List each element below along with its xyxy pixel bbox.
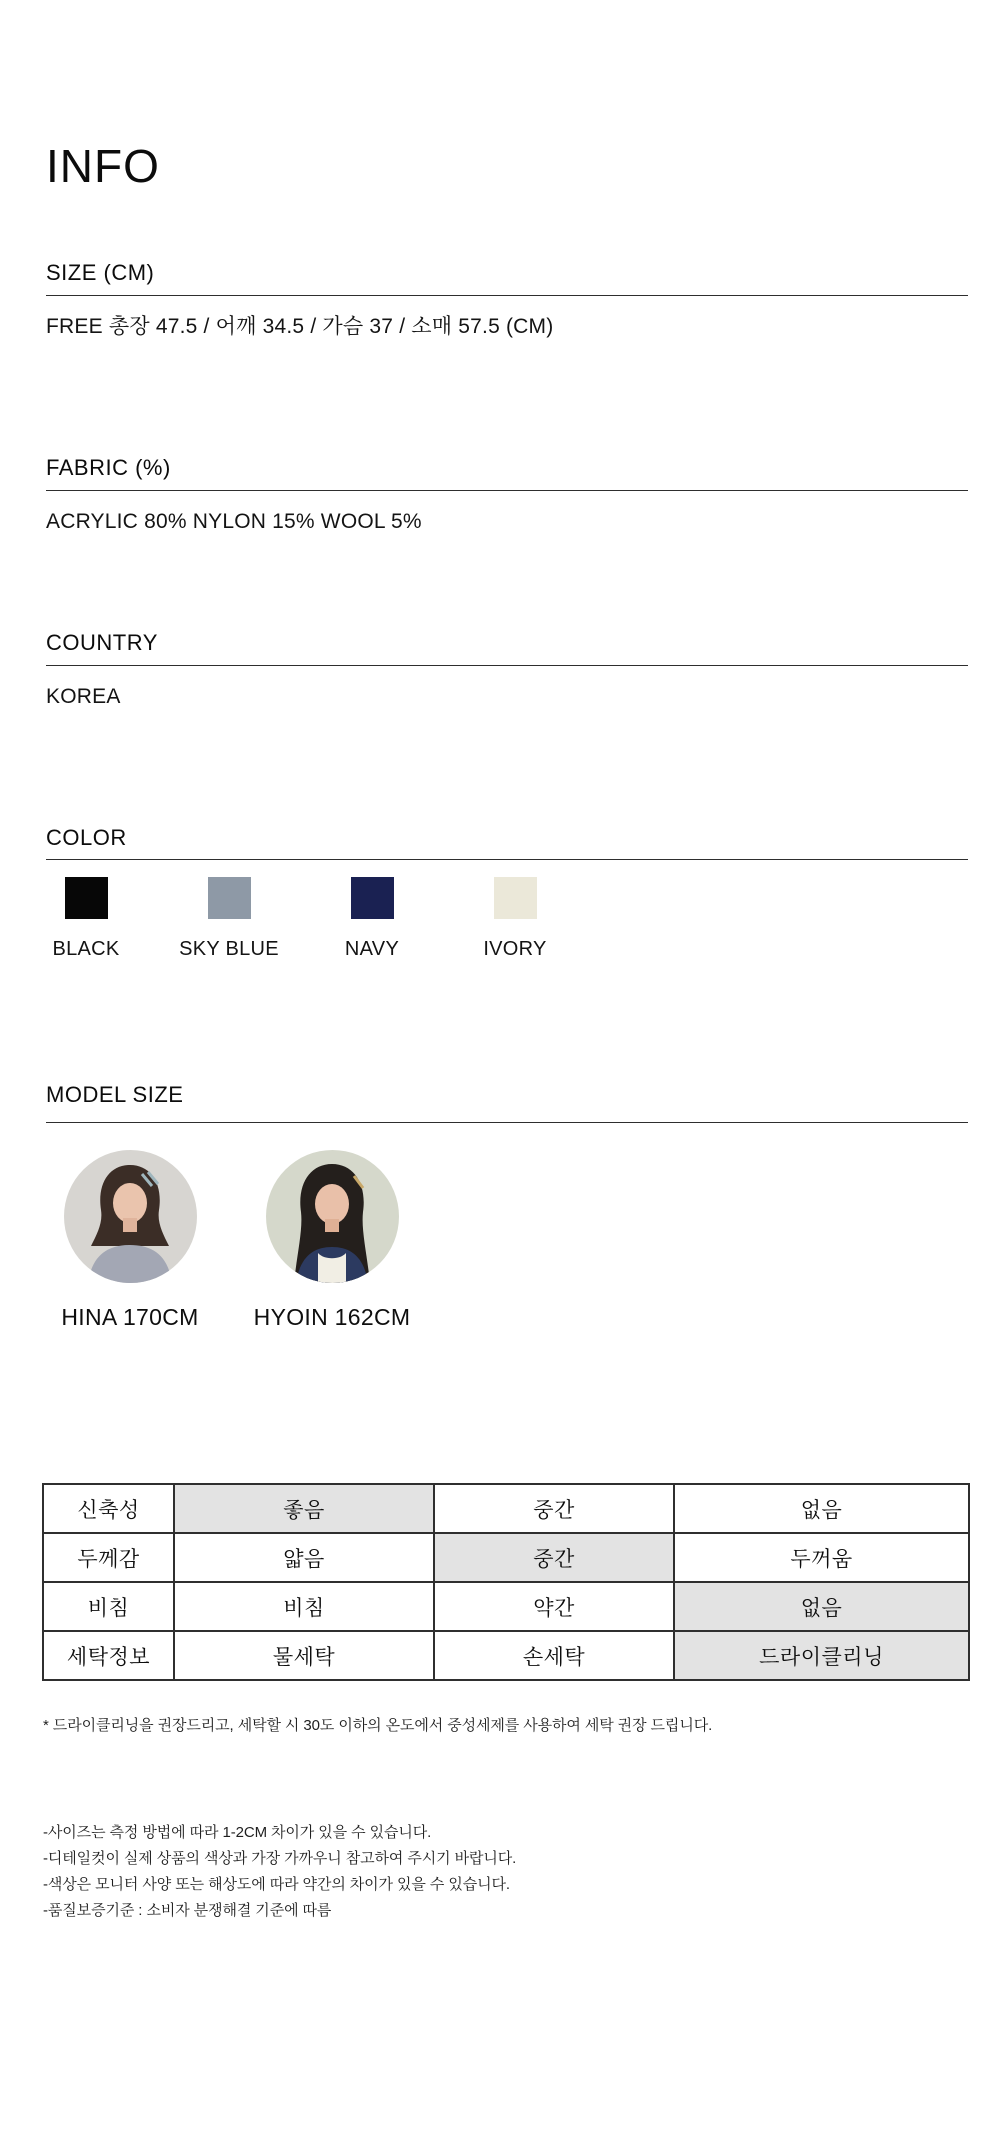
table-cell: 중간 (434, 1484, 674, 1533)
model-photo (64, 1150, 197, 1283)
section-divider (46, 490, 968, 491)
table-cell: 좋음 (174, 1484, 434, 1533)
model-avatar-illustration (64, 1150, 197, 1283)
color-swatch (65, 877, 108, 919)
section-divider (46, 295, 968, 296)
table-cell: 물세탁 (174, 1631, 434, 1680)
section-divider (46, 1122, 968, 1123)
row-label: 신축성 (43, 1484, 174, 1533)
fabric-section-heading: FABRIC (%) (46, 455, 171, 480)
color-option-sky-blue (169, 877, 289, 961)
care-footnote: * 드라이클리닝을 권장드리고, 세탁할 시 30도 이하의 온도에서 중성세제를 사용하여 세탁 권장 드립니다. (43, 1717, 713, 1734)
country-section-heading: COUNTRY (46, 630, 158, 655)
row-label: 두께감 (43, 1533, 174, 1582)
color-swatch (494, 877, 537, 919)
table-cell: 손세탁 (434, 1631, 674, 1680)
table-cell: 드라이클리닝 (674, 1631, 969, 1680)
table-cell: 없음 (674, 1484, 969, 1533)
table-cell: 얇음 (174, 1533, 434, 1582)
model-avatar-illustration (266, 1150, 399, 1283)
table-row-sheerness (43, 1582, 969, 1631)
size-section-heading: SIZE (CM) (46, 260, 155, 285)
color-section-heading: COLOR (46, 825, 127, 850)
page-title: INFO (46, 140, 160, 192)
care-notes (43, 1820, 516, 1924)
model-label: HINA 170CM (61, 1304, 199, 1330)
color-swatch-label: BLACK (52, 938, 120, 960)
table-row-care (43, 1631, 969, 1680)
country-value: KOREA (46, 685, 121, 708)
color-option-navy (312, 877, 432, 961)
model-label: HYOIN 162CM (253, 1304, 411, 1330)
table-cell: 없음 (674, 1582, 969, 1631)
color-swatch-list (26, 877, 575, 961)
section-divider (46, 665, 968, 666)
row-label: 세탁정보 (43, 1631, 174, 1680)
color-swatch (208, 877, 251, 919)
color-option-ivory (455, 877, 575, 961)
note-line: -품질보증기준 : 소비자 분쟁해결 기준에 따름 (43, 1902, 332, 1919)
table-row-thickness (43, 1533, 969, 1582)
table-cell: 두꺼움 (674, 1533, 969, 1582)
model-list (50, 1150, 412, 1331)
row-label: 비침 (43, 1582, 174, 1631)
note-line: -사이즈는 측정 방법에 따라 1-2CM 차이가 있을 수 있습니다. (43, 1824, 432, 1841)
table-cell: 비침 (174, 1582, 434, 1631)
color-swatch (351, 877, 394, 919)
model-photo (266, 1150, 399, 1283)
color-swatch-label: SKY BLUE (179, 938, 279, 960)
model-hyoin (252, 1150, 412, 1331)
table-cell: 약간 (434, 1582, 674, 1631)
note-line: -색상은 모니터 사양 또는 해상도에 따라 약간의 차이가 있을 수 있습니다. (43, 1876, 510, 1893)
model-hina (50, 1150, 210, 1331)
color-swatch-label: IVORY (483, 938, 547, 960)
fabric-value: ACRYLIC 80% NYLON 15% WOOL 5% (46, 510, 422, 533)
table-cell: 중간 (434, 1533, 674, 1582)
section-divider (46, 859, 968, 860)
color-swatch-label: NAVY (344, 938, 400, 960)
spec-table (42, 1483, 970, 1681)
note-line: -디테일컷이 실제 상품의 색상과 가장 가까우니 참고하여 주시기 바랍니다. (43, 1850, 517, 1867)
size-value: FREE 총장 47.5 / 어깨 34.5 / 가슴 37 / 소매 57.5 (CM) (46, 315, 554, 338)
model-size-section-heading: MODEL SIZE (46, 1082, 184, 1107)
color-option-black (26, 877, 146, 961)
table-row-elasticity (43, 1484, 969, 1533)
